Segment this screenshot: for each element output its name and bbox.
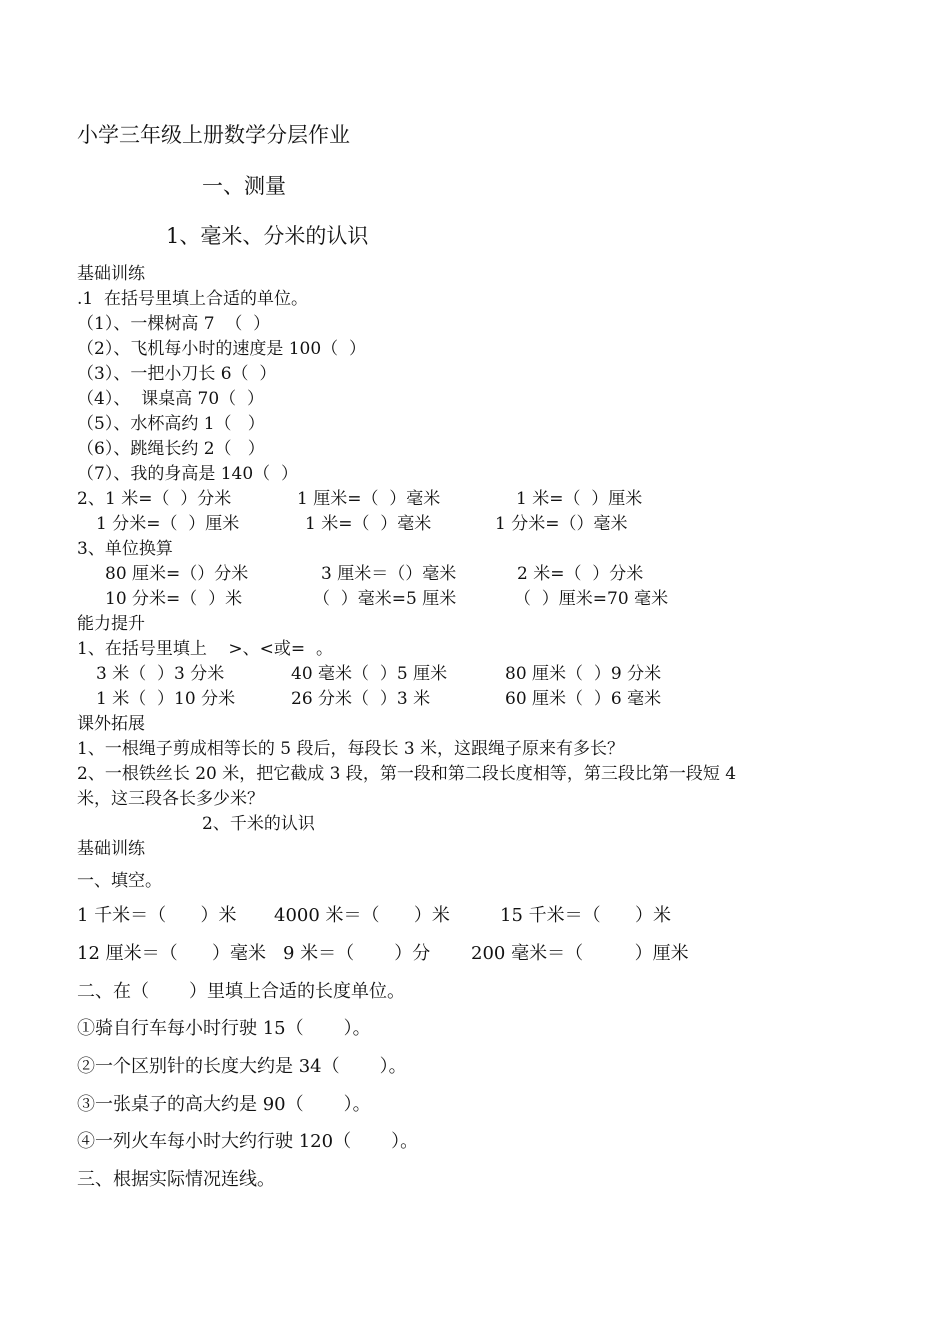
part-label: 一、填空。 [77, 871, 162, 891]
section-heading: 2、千米的认识 [202, 814, 315, 834]
conversion-item: 1 米=（ ）毫米 [305, 514, 432, 534]
question-item: （3）、一把小刀长 6（ ） [77, 364, 277, 384]
unit-item: ④一列火车每小时大约行驶 120（ ）。 [77, 1131, 419, 1152]
conversion-item: 80 厘米=（）分米 [105, 564, 249, 584]
conversion-item: 1 米=（ ）厘米 [516, 489, 643, 509]
conversion-item: 1 厘米=（ ）毫米 [297, 489, 441, 509]
fill-item: 15 千米＝（ ）米 [500, 905, 671, 926]
conversion-item: 10 分米=（ ）米 [105, 589, 243, 609]
fill-item: 9 米＝（ ）分 [283, 943, 431, 964]
conversion-item: 3 厘米＝（）毫米 [321, 564, 457, 584]
conversion-item: 1 分米=（ ）厘米 [96, 514, 240, 534]
word-problem-continued: 米，这三段各长多少米？ [77, 789, 264, 809]
basic-training-label: 基础训练 [77, 839, 145, 859]
conversion-item: 2 米=（ ）分米 [517, 564, 644, 584]
question-item: （5）、水杯高约 1（ ） [77, 414, 265, 434]
question-item: （6）、跳绳长约 2（ ） [77, 439, 265, 459]
compare-item: 3 米（ ）3 分米 [96, 664, 225, 684]
document-title: 小学三年级上册数学分层作业 [77, 123, 350, 147]
section-heading: 1、毫米、分米的认识 [166, 224, 369, 248]
question-label: 2、 [77, 489, 105, 509]
compare-item: 1 米（ ）10 分米 [96, 689, 236, 709]
compare-item: 26 分米（ ）3 米 [291, 689, 431, 709]
word-problem: 1、一根绳子剪成相等长的 5 段后，每段长 3 米，这跟绳子原来有多长？ [77, 739, 625, 759]
conversion-item: （ ）厘米=70 毫米 [514, 589, 669, 609]
conversion-item: （ ）毫米=5 厘米 [313, 589, 457, 609]
compare-item: 80 厘米（ ）9 分米 [505, 664, 662, 684]
unit-item: ②一个区别针的长度大约是 34（ ）。 [77, 1056, 407, 1077]
basic-training-label: 基础训练 [77, 264, 145, 284]
question-item: （4）、 课桌高 70（ ） [77, 389, 264, 409]
question-label: 3、单位换算 [77, 539, 173, 559]
conversion-item: 1 米=（ ）分米 [105, 489, 232, 509]
fill-item: 200 毫米＝（ ）厘米 [471, 943, 689, 964]
unit-heading: 一、测量 [202, 174, 286, 198]
compare-item: 40 毫米（ ）5 厘米 [291, 664, 448, 684]
part-label: 二、在（ ）里填上合适的长度单位。 [77, 981, 406, 1002]
compare-item: 60 厘米（ ）6 毫米 [505, 689, 662, 709]
unit-item: ③一张桌子的高大约是 90（ ）。 [77, 1094, 371, 1115]
question-prompt: .1 在括号里填上合适的单位。 [77, 289, 309, 309]
fill-item: 1 千米＝（ ）米 [77, 905, 237, 926]
unit-item: ①骑自行车每小时行驶 15（ ）。 [77, 1018, 371, 1039]
conversion-item: 1 分米=（）毫米 [495, 514, 628, 534]
extension-label: 课外拓展 [77, 714, 145, 734]
fill-item: 12 厘米＝（ ）毫米 [77, 943, 266, 964]
ability-label: 能力提升 [77, 614, 145, 634]
question-prompt: 1、在括号里填上 >、<或= 。 [77, 639, 333, 659]
question-item: （7）、我的身高是 140（ ） [77, 464, 298, 484]
fill-item: 4000 米＝（ ）米 [274, 905, 450, 926]
word-problem: 2、一根铁丝长 20 米，把它截成 3 段，第一段和第二段长度相等，第三段比第一段短 4 [77, 764, 737, 784]
question-item: （2）、飞机每小时的速度是 100（ ） [77, 339, 366, 359]
question-item: （1）、一棵树高 7 （ ） [77, 314, 271, 334]
part-label: 三、根据实际情况连线。 [77, 1169, 275, 1190]
